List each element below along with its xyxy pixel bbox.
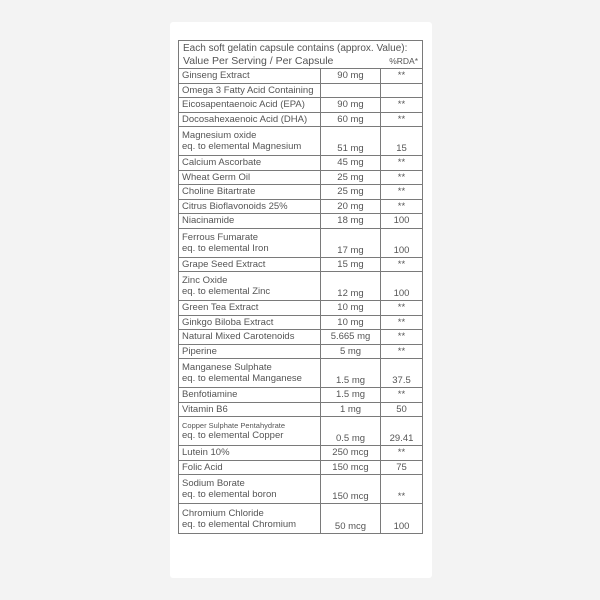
ingredient-name: [179, 504, 321, 533]
ingredient-name: [179, 301, 321, 315]
table-row: [179, 403, 422, 418]
table-row: [179, 69, 422, 84]
ingredient-line: Natural Mixed Carotenoids: [182, 331, 295, 343]
quantity-cell: 5.665 mg: [321, 330, 381, 344]
quantity-cell: 25 mg: [321, 185, 381, 199]
ingredient-line: eq. to elemental boron: [182, 489, 277, 500]
table-row: [179, 359, 422, 388]
rda-cell: **: [397, 200, 406, 212]
table-header: [179, 41, 422, 69]
quantity-cell: 90 mg: [321, 69, 381, 83]
rda-cell: 100: [393, 215, 410, 227]
table-row: [179, 200, 422, 215]
table-row: [179, 504, 422, 533]
quantity-cell: 10 mg: [321, 316, 381, 330]
ingredient-name: [179, 229, 321, 257]
ingredient-line: Folic Acid: [182, 461, 223, 473]
ingredient-line: Sodium Borate: [182, 478, 245, 489]
ingredient-line: eq. to elemental Chromium: [182, 518, 297, 530]
ingredient-line: Zinc Oxide: [182, 275, 228, 286]
table-row: [179, 127, 422, 156]
ingredient-name: [179, 171, 321, 185]
quantity-cell: 20 mg: [321, 200, 381, 214]
rda-cell: 37.5: [392, 375, 411, 386]
quantity-cell: 50 mcg: [321, 504, 381, 533]
ingredient-line: Ginkgo Biloba Extract: [182, 316, 274, 328]
ingredient-name: [179, 69, 321, 83]
table-row: [179, 171, 422, 186]
ingredient-line: Docosahexaenoic Acid (DHA): [182, 113, 308, 125]
ingredient-name: [179, 113, 321, 127]
table-row: [179, 316, 422, 331]
rda-cell: **: [397, 171, 406, 183]
quantity-cell: 45 mg: [321, 156, 381, 170]
ingredient-name: [179, 258, 321, 272]
ingredient-name: [179, 359, 321, 387]
quantity-cell: 1.5 mg: [321, 359, 381, 387]
ingredient-line: Chromium Chloride: [182, 507, 264, 519]
nutrition-table: [178, 40, 423, 534]
ingredient-name: [179, 156, 321, 170]
quantity-cell: 250 mcg: [321, 446, 381, 460]
ingredient-name: [179, 214, 321, 228]
rda-cell: **: [397, 302, 406, 314]
quantity-cell: [321, 84, 381, 98]
table-row: [179, 185, 422, 200]
ingredient-line: Ferrous Fumarate: [182, 231, 259, 243]
ingredient-line: Green Tea Extract: [182, 302, 259, 314]
table-row: [179, 156, 422, 171]
table-row: [179, 214, 422, 229]
ingredient-line: eq. to elemental Magnesium: [182, 141, 302, 152]
ingredient-line: eq. to elemental Copper: [182, 430, 284, 441]
rda-cell: **: [397, 316, 406, 328]
rda-cell: 50: [396, 403, 407, 415]
table-row: [179, 330, 422, 345]
ingredient-name: [179, 417, 321, 445]
quantity-cell: 0.5 mg: [321, 417, 381, 445]
ingredient-line: Eicosapentaenoic Acid (EPA): [182, 99, 305, 111]
rda-cell: 100: [393, 244, 410, 256]
rda-cell: 75: [396, 461, 407, 473]
ingredient-line: Lutein 10%: [182, 447, 230, 459]
rda-cell: 29.41: [389, 433, 414, 444]
rda-cell: **: [397, 99, 406, 111]
ingredient-line: Wheat Germ Oil: [182, 171, 251, 183]
table-body: [179, 69, 422, 533]
ingredient-line: Calcium Ascorbate: [182, 157, 262, 169]
rda-cell: [381, 84, 422, 98]
quantity-cell: 15 mg: [321, 258, 381, 272]
ingredient-line: Magnesium oxide: [182, 130, 257, 141]
ingredient-line: Citrus Bioflavonoids 25%: [182, 200, 288, 212]
ingredient-line: Omega 3 Fatty Acid Containing: [182, 84, 314, 96]
ingredient-name: [179, 316, 321, 330]
table-row: [179, 229, 422, 258]
ingredient-line: Grape Seed Extract: [182, 258, 266, 270]
table-row: [179, 388, 422, 403]
rda-cell: **: [397, 389, 406, 401]
table-row: [179, 301, 422, 316]
quantity-cell: 51 mg: [321, 127, 381, 155]
quantity-cell: 5 mg: [321, 345, 381, 359]
rda-cell: 100: [393, 521, 410, 532]
table-row: [179, 98, 422, 113]
ingredient-name: [179, 185, 321, 199]
supplement-label: [170, 22, 432, 578]
table-row: [179, 475, 422, 504]
rda-cell: **: [397, 70, 406, 82]
header-line-1: Each soft gelatin capsule contains (approx. Value):: [183, 43, 408, 54]
rda-header: %RDA*: [389, 56, 418, 66]
ingredient-line: Piperine: [182, 345, 217, 357]
ingredient-name: [179, 461, 321, 475]
ingredient-name: [179, 446, 321, 460]
rda-cell: **: [397, 157, 406, 169]
ingredient-name: [179, 388, 321, 402]
quantity-cell: 12 mg: [321, 272, 381, 300]
header-line-2: Value Per Serving / Per Capsule: [183, 55, 334, 67]
table-row: [179, 446, 422, 461]
quantity-cell: 150 mcg: [321, 461, 381, 475]
ingredient-line: Copper Sulphate Pentahydrate: [182, 421, 285, 430]
table-row: [179, 258, 422, 273]
table-row: [179, 417, 422, 446]
rda-cell: **: [397, 331, 406, 343]
table-row: [179, 272, 422, 301]
table-row: [179, 84, 422, 99]
rda-cell: 15: [396, 143, 407, 154]
ingredient-name: [179, 98, 321, 112]
quantity-cell: 60 mg: [321, 113, 381, 127]
ingredient-name: [179, 127, 321, 155]
table-row: [179, 345, 422, 360]
quantity-cell: 90 mg: [321, 98, 381, 112]
quantity-cell: 1 mg: [321, 403, 381, 417]
ingredient-name: [179, 345, 321, 359]
rda-cell: **: [397, 345, 406, 357]
ingredient-line: eq. to elemental Zinc: [182, 286, 271, 297]
quantity-cell: 1.5 mg: [321, 388, 381, 402]
rda-cell: **: [397, 447, 406, 459]
quantity-cell: 17 mg: [321, 229, 381, 257]
ingredient-line: Ginseng Extract: [182, 70, 250, 82]
ingredient-name: [179, 84, 321, 98]
quantity-cell: 18 mg: [321, 214, 381, 228]
ingredient-line: eq. to elemental Iron: [182, 242, 269, 254]
ingredient-name: [179, 272, 321, 300]
ingredient-line: Benfotiamine: [182, 389, 238, 401]
rda-cell: **: [397, 258, 406, 270]
ingredient-line: Niacinamide: [182, 215, 235, 227]
rda-cell: **: [397, 186, 406, 198]
ingredient-name: [179, 475, 321, 503]
quantity-cell: 150 mcg: [321, 475, 381, 503]
quantity-cell: 25 mg: [321, 171, 381, 185]
quantity-cell: 10 mg: [321, 301, 381, 315]
ingredient-line: Manganese Sulphate: [182, 362, 272, 373]
ingredient-line: Choline Bitartrate: [182, 186, 256, 198]
table-row: [179, 461, 422, 476]
rda-cell: **: [397, 113, 406, 125]
ingredient-line: eq. to elemental Manganese: [182, 373, 302, 384]
ingredient-name: [179, 403, 321, 417]
ingredient-name: [179, 330, 321, 344]
ingredient-line: Vitamin B6: [182, 403, 228, 415]
rda-cell: 100: [393, 288, 410, 299]
table-row: [179, 113, 422, 128]
ingredient-name: [179, 200, 321, 214]
rda-cell: **: [397, 491, 406, 502]
